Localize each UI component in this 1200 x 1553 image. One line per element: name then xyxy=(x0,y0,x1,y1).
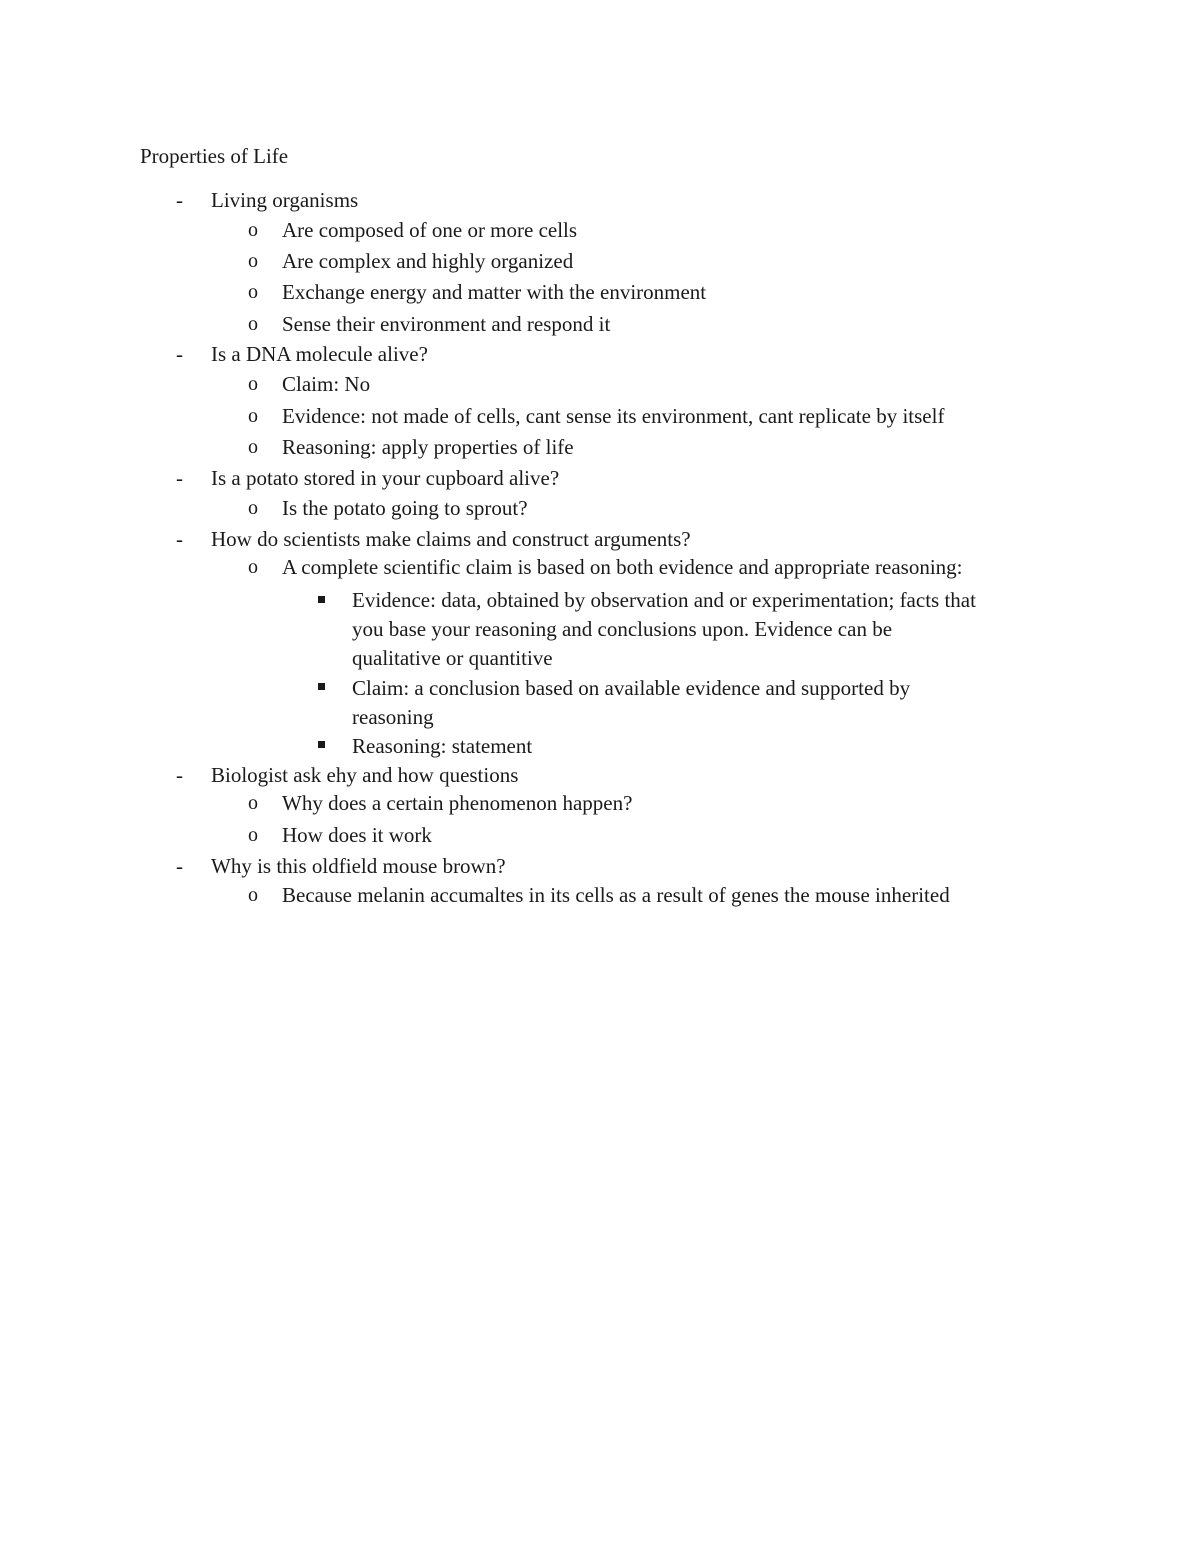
outline-item: Biologist ask ehy and how questions xyxy=(211,763,519,787)
dash-bullet: - xyxy=(176,763,183,787)
square-bullet xyxy=(318,683,325,690)
sub-item: Claim: No xyxy=(282,372,371,396)
outline-item: How do scientists make claims and construct arguments? xyxy=(211,527,691,551)
sub-sub-item-line: Claim: a conclusion based on available evidence and supported by xyxy=(352,676,911,700)
circle-bullet: o xyxy=(248,250,258,272)
sub-sub-item-line: Evidence: data, obtained by observation and or experimentation; facts that xyxy=(352,588,976,612)
circle-bullet: o xyxy=(248,884,258,906)
sub-item: Why does a certain phenomenon happen? xyxy=(282,791,633,815)
sub-sub-item-line: Reasoning: statement xyxy=(352,734,533,758)
sub-sub-item-line: qualitative or quantitive xyxy=(352,646,553,670)
sub-item: A complete scientific claim is based on both evidence and appropriate reasoning: xyxy=(282,555,963,579)
circle-bullet: o xyxy=(248,824,258,846)
sub-item: Exchange energy and matter with the environment xyxy=(282,280,707,304)
dash-bullet: - xyxy=(176,188,183,212)
circle-bullet: o xyxy=(248,405,258,427)
circle-bullet: o xyxy=(248,556,258,578)
dash-bullet: - xyxy=(176,854,183,878)
circle-bullet: o xyxy=(248,219,258,241)
sub-item: Evidence: not made of cells, cant sense its environment, cant replicate by itself xyxy=(282,404,945,428)
outline-item: Living organisms xyxy=(211,188,359,212)
circle-bullet: o xyxy=(248,792,258,814)
sub-item: Are composed of one or more cells xyxy=(282,218,578,242)
sub-item: Reasoning: apply properties of life xyxy=(282,435,574,459)
sub-sub-item-line: you base your reasoning and conclusions upon. Evidence can be xyxy=(352,617,893,641)
outline-item: Why is this oldfield mouse brown? xyxy=(211,854,506,878)
sub-item: Are complex and highly organized xyxy=(282,249,574,273)
sub-item: Because melanin accumaltes in its cells as a result of genes the mouse inherited xyxy=(282,883,950,907)
circle-bullet: o xyxy=(248,281,258,303)
outline-item: Is a potato stored in your cupboard alive? xyxy=(211,466,560,490)
square-bullet xyxy=(318,596,325,603)
dash-bullet: - xyxy=(176,527,183,551)
sub-item: Is the potato going to sprout? xyxy=(282,496,528,520)
circle-bullet: o xyxy=(248,313,258,335)
document-title: Properties of Life xyxy=(140,144,289,168)
sub-item: Sense their environment and respond it xyxy=(282,312,611,336)
circle-bullet: o xyxy=(248,436,258,458)
dash-bullet: - xyxy=(176,342,183,366)
outline-item: Is a DNA molecule alive? xyxy=(211,342,428,366)
circle-bullet: o xyxy=(248,497,258,519)
dash-bullet: - xyxy=(176,466,183,490)
sub-item: How does it work xyxy=(282,823,432,847)
circle-bullet: o xyxy=(248,373,258,395)
square-bullet xyxy=(318,741,325,748)
sub-sub-item-line: reasoning xyxy=(352,705,434,729)
